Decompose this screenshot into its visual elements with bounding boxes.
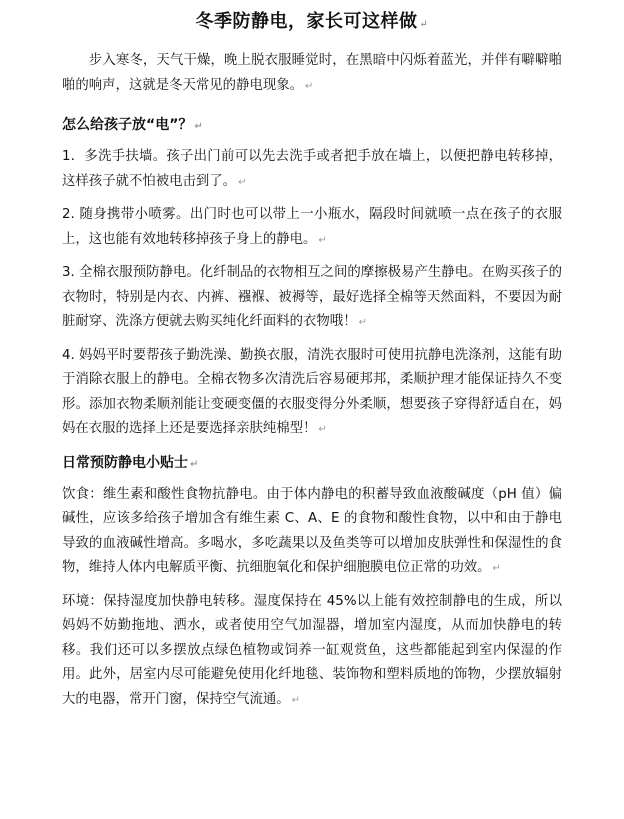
paragraph-mark-icon: ↵ [318, 234, 327, 246]
list-item: 2. 随身携带小喷雾。出门时也可以带上一小瓶水，隔段时间就喷一点在孩子的衣服上，这也能有效地转移掉孩子身上的静电。 ↵ [62, 207, 562, 247]
section-heading-tips: 日常预防静电小贴士 ↵ [62, 454, 199, 471]
list-item: 4. 妈妈平时要帮孩子勤洗澡、勤换衣服，清洗衣服时可使用抗静电洗涤剂，这能有助于消除衣服上的静电。全棉衣物多次清洗后容易硬邦邦，柔顺护理才能保证持久不变形。添加衣物柔顺剂能让变硬变僵的衣服变得分外柔顺，想要孩子穿得舒适自在，妈妈在衣服的选择上还是要选择亲肤纯棉型！ ↵ [62, 347, 562, 436]
section-heading-discharge: 怎么给孩子放“电”？ ↵ [62, 117, 203, 133]
list-item: 3. 全棉衣服预防静电。化纤制品的衣物相互之间的摩擦极易产生静电。在购买孩子的衣物时，特别是内衣、内裤、襁褓、被褥等，最好选择全棉等天然面料，不要因为耐脏耐穿、洗涤方便就去购买纯化纤面料的衣物哦！ ↵ [62, 265, 562, 329]
list-item: 环境：保持湿度加快静电转移。湿度保持在 45%以上能有效控制静电的生成，所以妈妈不妨勤拖地、洒水，或者使用空气加湿器，增加室内湿度，从而加快静电的转移。我们还可以多摆放点绿色植物或饲养一缸观赏鱼，这些都能起到室内保湿的作用。此外，居室内尽可能避免使用化纤地毯、装饰物和塑料质地的饰物，少摆放辐射大的电器，常开门窗，保持空气流通。 ↵ [62, 593, 562, 707]
paragraph-mark-icon: ↵ [238, 176, 247, 188]
paragraph-mark-icon: ↵ [305, 80, 314, 92]
paragraph-mark-icon: ↵ [318, 424, 327, 435]
document-title: 冬季防静电，家长可这样做 ↵ [195, 11, 429, 32]
intro-paragraph: 步入寒冬，天气干燥，晚上脱衣服睡觉时，在黑暗中闪烁着蓝光，并伴有噼噼啪啪的响声，这就是冬天常见的静电现象。 ↵ [62, 53, 562, 93]
list-item: 饮食：维生素和酸性食物抗静电。由于体内静电的积蓄导致血液酸碱度（pH 值）偏碱性，应该多给孩子增加含有维生素 C、A、E 的食物和酸性食物，以中和由于静电导致的血液碱性增高。多喝水，多吃蔬果以及鱼类等可以增加皮肤弹性和保湿性的食物，维持人体内电解质平衡、抗细胞氧化和保护细胞膜电位正常的功效。 ↵ [62, 486, 562, 575]
paragraph-mark-icon: ↵ [194, 121, 203, 132]
list-item: 1．多洗手扶墙。孩子出门前可以先去洗手或者把手放在墙上，以便把静电转移掉，这样孩子就不怕被电击到了。 ↵ [62, 149, 562, 189]
paragraph-mark-icon: ↵ [419, 19, 429, 30]
paragraph-mark-icon: ↵ [492, 563, 501, 574]
paragraph-mark-icon: ↵ [291, 694, 301, 706]
paragraph-mark-icon: ↵ [190, 458, 199, 470]
paragraph-mark-icon: ↵ [358, 317, 367, 328]
